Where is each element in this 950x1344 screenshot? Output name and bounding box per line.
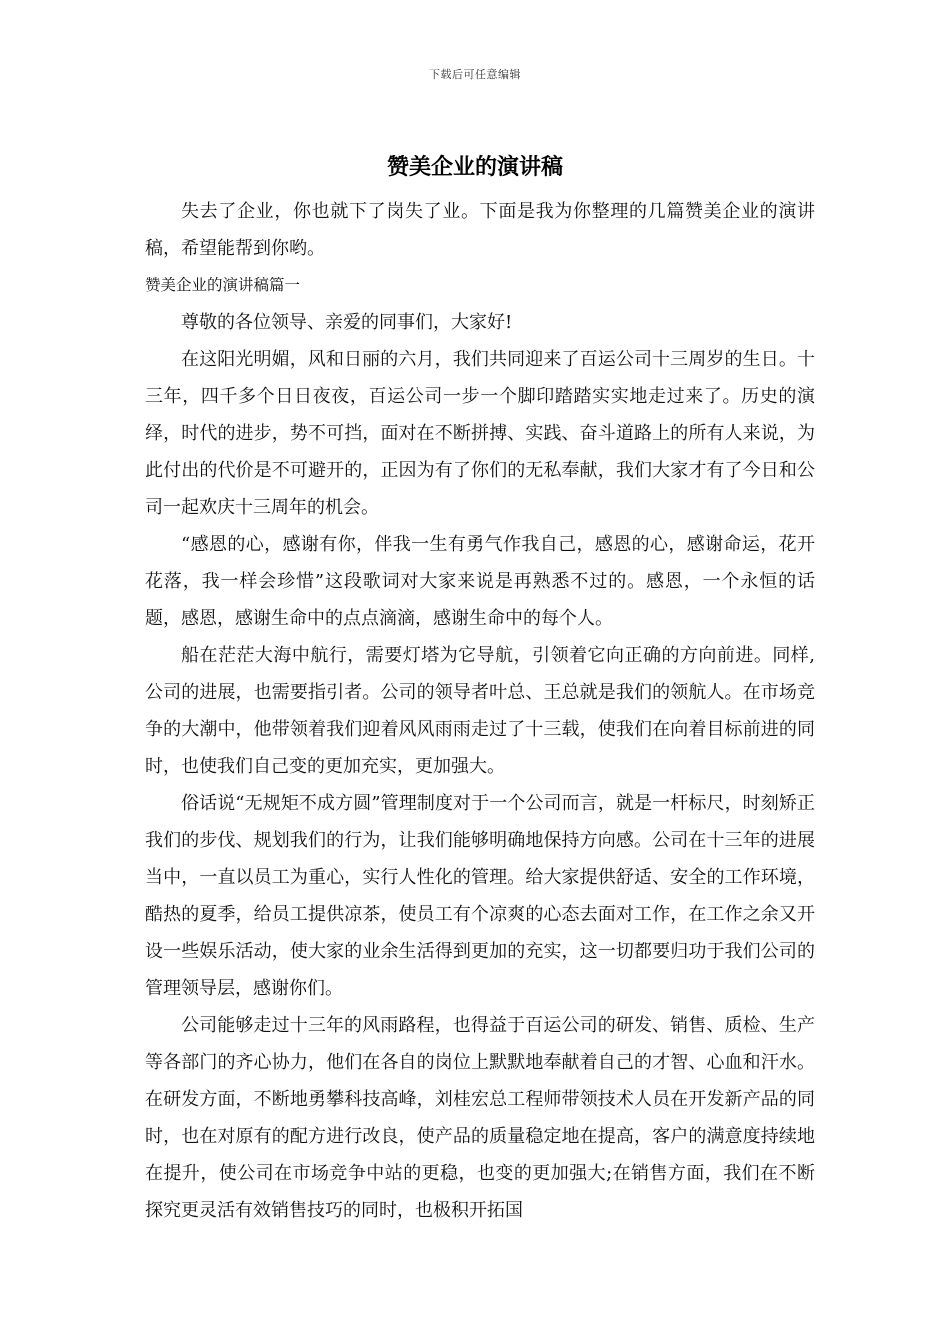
header-note: 下载后可任意编辑 [429, 68, 521, 81]
paragraph-anniversary: 在这阳光明媚，风和日丽的六月，我们共同迎来了百运公司十三周岁的生日。十三年，四千多个日日夜夜，百运公司一步一个脚印踏踏实实地走过来了。历史的演绎，时代的进步，势不可挡，面对在不断拼搏、实践、奋斗道路上的所有人来说，为此付出的代价是不可避开的，正因为有了你们的无私奉献，我们大家才有了今日和公司一起欢庆十三周年的机会。 [145, 349, 815, 518]
intro-paragraph: 失去了企业，你也就下了岗失了业。下面是我为你整理的几篇赞美企业的演讲稿，希望能帮到你哟。 [145, 201, 815, 259]
page-title: 赞美企业的演讲稿 [386, 154, 563, 180]
paragraph-greeting: 尊敬的各位领导、亲爱的同事们，大家好! [181, 312, 513, 333]
paragraph-departments: 公司能够走过十三年的风雨路程，也得益于百运公司的研发、销售、质检、生产等各部门的齐心协力，他们在各自的岗位上默默地奉献着自己的才智、心血和汗水。在研发方面，不断地勇攀科技高峰，刘桂宏总工程师带领技术人员在开发新产品的同时，也在对原有的配方进行改良，使产品的质量稳定地在提高，客户的满意度持续地在提升，使公司在市场竞争中站的更稳，也变的更加强大;在销售方面，我们在不断探究更灵活有效销售技巧的同时，也极积开拓国 [145, 1015, 815, 1221]
section-heading: 赞美企业的演讲稿篇一 [145, 276, 301, 294]
paragraph-management: 俗话说“无规矩不成方圆”管理制度对于一个公司而言，就是一杆标尺，时刻矫正我们的步伐、规划我们的行为，让我们能够明确地保持方向感。公司在十三年的进展当中，一直以员工为重心，实行人性化的管理。给大家提供舒适、安全的工作环境，酷热的夏季，给员工提供凉茶，使员工有个凉爽的心态去面对工作，在工作之余又开设一些娱乐活动，使大家的业余生活得到更加的充实，这一切都要归功于我们公司的管理领导层，感谢你们。 [145, 793, 815, 999]
paragraph-gratitude: “感恩的心，感谢有你，伴我一生有勇气作我自己，感恩的心，感谢命运，花开花落，我一样会珍惜”这段歌词对大家来说是再熟悉不过的。感恩，一个永恒的话题，感恩，感谢生命中的点点滴滴，感谢生命中的每个人。 [145, 534, 815, 629]
paragraph-leadership: 船在茫茫大海中航行，需要灯塔为它导航，引领着它向正确的方向前进。同样,公司的进展，也需要指引者。公司的领导者叶总、王总就是我们的领航人。在市场竞争的大潮中，他带领着我们迎着风风雨雨走过了十三载，使我们在向着目标前进的同时，也使我们自己变的更加充实，更加强大。 [145, 645, 815, 777]
document-body [145, 193, 815, 1229]
